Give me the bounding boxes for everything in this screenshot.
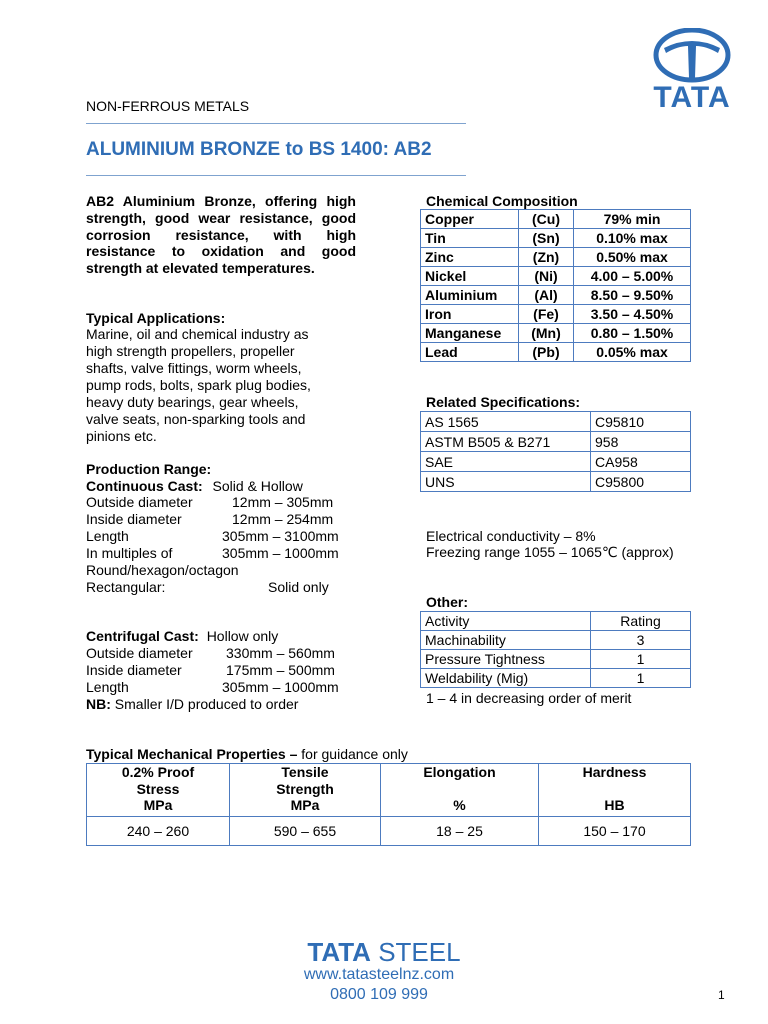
element-cell: Tin: [421, 229, 519, 248]
rectangular-row: [86, 579, 386, 596]
spec-row: [86, 494, 386, 511]
spec-row: [86, 645, 386, 662]
table-row: [421, 286, 691, 305]
page-title: ALUMINIUM BRONZE to BS 1400: AB2: [86, 139, 432, 160]
hardness-header: Hardness HB: [539, 764, 691, 817]
table-header-row: [87, 764, 691, 817]
freezing-range: Freezing range 1055 – 1065℃ (approx): [426, 544, 674, 560]
spec-row: [86, 545, 386, 562]
hardness-value: 150 – 170: [539, 817, 691, 846]
rating-cell: 1: [591, 650, 691, 669]
value-cell: 0.50% max: [574, 248, 691, 267]
shapes-line: Round/hexagon/octagon: [86, 562, 239, 578]
element-cell: Zinc: [421, 248, 519, 267]
page-number: 1: [718, 988, 725, 1002]
other-heading: Other:: [426, 594, 468, 610]
chemical-composition-table: [420, 209, 691, 362]
applications-line: valve seats, non-sparking tools and: [86, 411, 306, 427]
symbol-cell: (Al): [519, 286, 574, 305]
continuous-cast-value: Solid & Hollow: [212, 478, 303, 494]
footer-brand-bold: TATA: [307, 937, 371, 967]
spec-label: Outside diameter: [86, 645, 193, 661]
mechanical-heading-bold: Typical Mechanical Properties –: [86, 746, 298, 762]
continuous-cast-specs: [86, 494, 386, 596]
tensile-strength-value: 590 – 655: [230, 817, 381, 846]
footer-brand-rest: STEEL: [378, 937, 461, 967]
symbol-cell: (Sn): [519, 229, 574, 248]
value-cell: 0.80 – 1.50%: [574, 324, 691, 343]
tata-logo: [640, 28, 744, 114]
table-row: [421, 305, 691, 324]
spec-value: 305mm – 3100mm: [222, 528, 339, 544]
applications-line: Marine, oil and chemical industry as: [86, 326, 309, 342]
value-cell: 0.05% max: [574, 343, 691, 362]
applications-line: high strength propellers, propeller: [86, 343, 295, 359]
symbol-cell: (Fe): [519, 305, 574, 324]
category-label: NON-FERROUS METALS: [86, 98, 250, 114]
proof-stress-value: 240 – 260: [87, 817, 230, 846]
rating-cell: 1: [591, 669, 691, 688]
applications-line: shafts, valve fittings, worm wheels,: [86, 360, 302, 376]
nb-line: [86, 696, 386, 713]
spec-value: 305mm – 1000mm: [222, 679, 339, 695]
standard-cell: SAE: [421, 452, 591, 472]
spec-label: Inside diameter: [86, 511, 182, 527]
code-cell: 958: [591, 432, 691, 452]
table-row: [421, 432, 691, 452]
continuous-cast-line: [86, 478, 303, 495]
activity-cell: Machinability: [421, 631, 591, 650]
element-cell: Aluminium: [421, 286, 519, 305]
nb-label: NB:: [86, 696, 111, 712]
element-cell: Lead: [421, 343, 519, 362]
symbol-cell: (Mn): [519, 324, 574, 343]
footer-phone: 0800 109 999: [330, 986, 428, 1003]
continuous-cast-label: Continuous Cast:: [86, 478, 203, 494]
spec-row: [86, 528, 386, 545]
code-cell: C95810: [591, 412, 691, 432]
table-row: [421, 669, 691, 688]
standard-cell: AS 1565: [421, 412, 591, 432]
rating-note: 1 – 4 in decreasing order of merit: [426, 690, 632, 706]
table-row: [421, 210, 691, 229]
activity-cell: Pressure Tightness: [421, 650, 591, 669]
value-cell: 4.00 – 5.00%: [574, 267, 691, 286]
symbol-cell: (Cu): [519, 210, 574, 229]
rectangular-label: Rectangular:: [86, 579, 166, 595]
mechanical-heading: [86, 746, 408, 763]
table-row: [421, 229, 691, 248]
rating-cell: 3: [591, 631, 691, 650]
table-row: [421, 452, 691, 472]
intro-paragraph: AB2 Aluminium Bronze, offering high strength, good wear resistance, good corrosion resistance, with high resistance to oxidation and good strength at elevated temperatures.: [86, 193, 356, 277]
activity-header: Activity: [421, 612, 591, 631]
symbol-cell: (Zn): [519, 248, 574, 267]
table-row: [421, 472, 691, 492]
table-row: [421, 267, 691, 286]
spec-label: Outside diameter: [86, 494, 193, 510]
spec-row: [86, 662, 386, 679]
spec-label: Length: [86, 528, 129, 544]
table-row: [421, 324, 691, 343]
table-row: [421, 343, 691, 362]
spec-value: 330mm – 560mm: [226, 645, 335, 661]
spec-label: Inside diameter: [86, 662, 182, 678]
table-row: [421, 412, 691, 432]
centrifugal-cast-specs: [86, 645, 386, 713]
tata-emblem-icon: [640, 28, 744, 86]
standard-cell: UNS: [421, 472, 591, 492]
proof-stress-header: 0.2% Proof Stress MPa: [87, 764, 230, 817]
mechanical-properties-table: [86, 763, 691, 846]
value-cell: 0.10% max: [574, 229, 691, 248]
mechanical-heading-note: for guidance only: [301, 746, 408, 762]
element-cell: Copper: [421, 210, 519, 229]
spec-value: 12mm – 305mm: [232, 494, 334, 510]
tata-logo-text: TATA: [653, 81, 731, 114]
symbol-cell: (Pb): [519, 343, 574, 362]
spec-value: 12mm – 254mm: [232, 511, 334, 527]
spec-label: In multiples of: [86, 545, 173, 561]
spec-row: [86, 679, 386, 696]
chemical-heading: Chemical Composition: [426, 193, 578, 209]
spec-row: [86, 511, 386, 528]
nb-text: Smaller I/D produced to order: [114, 696, 299, 712]
table-row: [421, 650, 691, 669]
value-cell: 3.50 – 4.50%: [574, 305, 691, 324]
rectangular-value: Solid only: [268, 579, 329, 595]
value-cell: 79% min: [574, 210, 691, 229]
tensile-strength-header: Tensile Strength MPa: [230, 764, 381, 817]
applications-heading: Typical Applications:: [86, 310, 226, 326]
element-cell: Manganese: [421, 324, 519, 343]
value-cell: 8.50 – 9.50%: [574, 286, 691, 305]
spec-value: 175mm – 500mm: [226, 662, 335, 678]
header-rule-top: [86, 123, 466, 124]
electrical-conductivity: Electrical conductivity – 8%: [426, 528, 596, 544]
spec-value: 305mm – 1000mm: [222, 545, 339, 561]
symbol-cell: (Ni): [519, 267, 574, 286]
centrifugal-cast-line: [86, 628, 278, 645]
elongation-value: 18 – 25: [381, 817, 539, 846]
other-ratings-table: [420, 611, 691, 688]
code-cell: C95800: [591, 472, 691, 492]
related-specs-table: [420, 411, 691, 492]
element-cell: Nickel: [421, 267, 519, 286]
standard-cell: ASTM B505 & B271: [421, 432, 591, 452]
header-rule-bottom: [86, 175, 466, 176]
element-cell: Iron: [421, 305, 519, 324]
elongation-header: Elongation %: [381, 764, 539, 817]
footer-website[interactable]: www.tatasteelnz.com: [303, 966, 455, 983]
related-specs-heading: Related Specifications:: [426, 394, 581, 410]
table-row: [87, 817, 691, 846]
footer-brand: [0, 937, 768, 967]
table-row: [421, 631, 691, 650]
code-cell: CA958: [591, 452, 691, 472]
applications-line: heavy duty bearings, gear wheels,: [86, 394, 299, 410]
activity-cell: Weldability (Mig): [421, 669, 591, 688]
production-heading: Production Range:: [86, 461, 212, 477]
applications-line: pinions etc.: [86, 428, 157, 444]
centrifugal-cast-value: Hollow only: [206, 628, 279, 644]
applications-text: [86, 326, 311, 445]
table-row: [421, 248, 691, 267]
table-header-row: [421, 612, 691, 631]
rating-header: Rating: [591, 612, 691, 631]
spec-label: Length: [86, 679, 129, 695]
applications-line: pump rods, bolts, spark plug bodies,: [86, 377, 311, 393]
centrifugal-cast-label: Centrifugal Cast:: [86, 628, 199, 644]
